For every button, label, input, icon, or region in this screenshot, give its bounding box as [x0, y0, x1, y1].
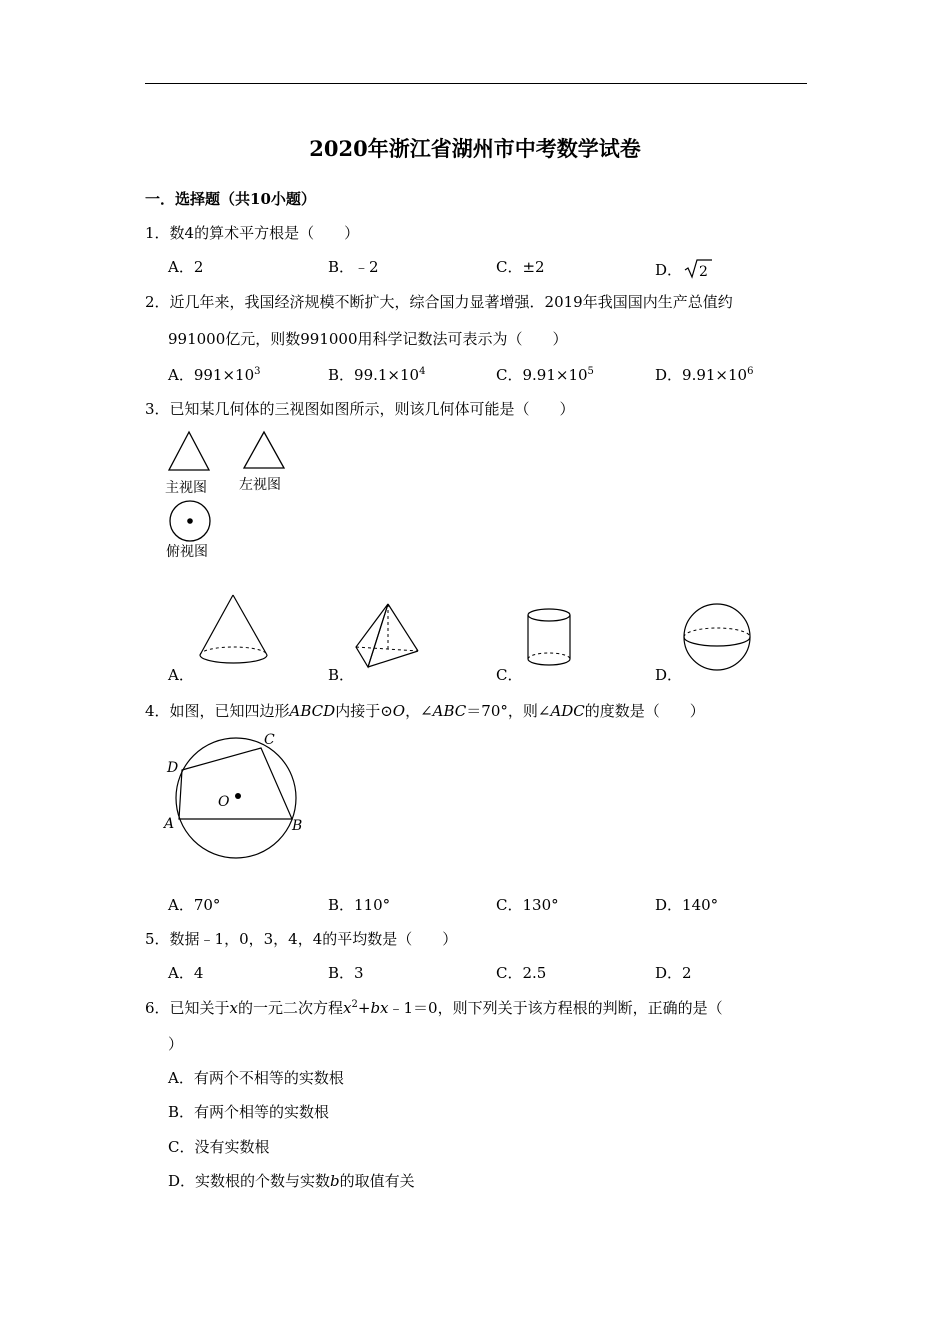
q2-option-b-base: B．99.1×10 — [328, 366, 420, 384]
q4-angle-abc: ABC — [432, 702, 467, 720]
q2-option-c-exp: 5 — [587, 366, 594, 377]
q6-exponent: 2 — [351, 999, 358, 1010]
q6-var-b: b — [330, 1172, 340, 1190]
question-6-stem-line1 — [145, 999, 723, 1017]
top-view-label: 俯视图 — [166, 544, 208, 560]
q6-stem-part: 6．已知关于 — [145, 999, 230, 1017]
section-heading: 一．选择题（共10小题） — [145, 190, 316, 208]
q6-var-x: x — [343, 999, 352, 1017]
question-2-stem-line2: 991000亿元，则数991000用科学记数法可表示为（ ） — [168, 330, 568, 348]
q4-angle-adc: ADC — [550, 702, 585, 720]
q6-stem-part: ﹣1＝0，则下列关于该方程根的判断，正确的是（ — [388, 999, 723, 1017]
q5-option-b: B．3 — [328, 964, 364, 982]
page-title: 2020年浙江省湖州市中考数学试卷 — [309, 136, 641, 161]
q6-option-d-part: D．实数根的个数与实数 — [168, 1172, 331, 1190]
q6-option-d-part: 的取值有关 — [339, 1172, 415, 1190]
quadrilateral-abcd — [179, 748, 292, 819]
center-point — [235, 793, 241, 799]
q2-option-d-base: D．9.91×10 — [655, 366, 748, 384]
q3-option-b: B． — [328, 666, 355, 684]
q6-option-a: A．有两个不相等的实数根 — [168, 1069, 344, 1087]
q4-option-c: C．130° — [496, 896, 559, 914]
cone-figure — [195, 590, 275, 670]
q2-option-d-exp: 6 — [747, 366, 754, 377]
q6-stem-part: 的一元二次方程 — [238, 999, 344, 1017]
point-a-label: A — [164, 816, 175, 832]
point-o-label: O — [218, 794, 230, 810]
question-3-stem: 3．已知某几何体的三视图如图所示，则该几何体可能是（ ） — [145, 400, 575, 418]
q3-option-d: D． — [655, 666, 683, 684]
q4-stem-part: 内接于⊙ — [335, 702, 393, 720]
sqrt-symbol-icon — [682, 258, 712, 280]
left-view-triangle — [244, 432, 284, 468]
q6-option-b: B．有两个相等的实数根 — [168, 1103, 330, 1121]
q2-option-b — [328, 366, 425, 384]
q4-option-a: A．70° — [168, 896, 221, 914]
q2-option-b-exp: 4 — [419, 366, 426, 377]
q2-option-c-base: C．9.91×10 — [496, 366, 588, 384]
question-6-stem-line2: ） — [168, 1035, 184, 1053]
front-view-triangle — [169, 432, 209, 470]
three-views-figure — [160, 425, 300, 565]
q5-option-d: D．2 — [655, 964, 692, 982]
cylinder-figure — [523, 605, 579, 669]
q6-option-d — [168, 1172, 415, 1190]
q4-stem-part: 4．如图，已知四边形 — [145, 702, 290, 720]
q2-option-a-base: A．991×10 — [168, 366, 255, 384]
front-view-label: 主视图 — [165, 480, 207, 496]
q3-option-a: A． — [168, 666, 194, 684]
q2-option-a — [168, 366, 261, 384]
q1-option-c: C．±2 — [496, 258, 545, 276]
q4-option-d: D．140° — [655, 896, 719, 914]
pyramid-figure — [350, 600, 430, 672]
sqrt-radicand: 2 — [699, 264, 708, 280]
question-2-stem-line1: 2．近几年来，我国经济规模不断扩大，综合国力显著增强．2019年我国国内生产总值约 — [145, 293, 733, 311]
q4-option-b: B．110° — [328, 896, 391, 914]
inscribed-quadrilateral-figure — [160, 728, 320, 862]
top-view-center-dot — [187, 518, 193, 524]
q4-stem-part: ＝70°，则∠ — [466, 702, 551, 720]
q2-option-d — [655, 366, 753, 384]
sphere-figure — [680, 600, 756, 676]
q4-stem-part: 的度数是（ ） — [584, 702, 705, 720]
q4-circle-name: O — [392, 702, 406, 720]
point-c-label: C — [264, 732, 275, 748]
question-5-stem: 5．数据﹣1，0，3，4，4的平均数是（ ） — [145, 930, 458, 948]
q4-stem-part: ，∠ — [405, 702, 433, 720]
q2-option-c — [496, 366, 594, 384]
q6-option-c: C．没有实数根 — [168, 1138, 270, 1156]
q4-quad-name: ABCD — [289, 702, 336, 720]
point-d-label: D — [167, 760, 179, 776]
q6-plus: + — [357, 999, 371, 1017]
q6-term-bx: bx — [370, 999, 389, 1017]
q1-option-d-label: D． — [655, 261, 683, 279]
q5-option-c: C．2.5 — [496, 964, 547, 982]
question-4-stem — [145, 702, 705, 720]
left-view-label: 左视图 — [239, 477, 281, 493]
point-b-label: B — [292, 818, 303, 834]
q5-option-a: A．4 — [168, 964, 204, 982]
question-1-stem: 1．数4的算术平方根是（ ） — [145, 224, 360, 242]
q1-option-b: B．﹣2 — [328, 258, 379, 276]
header-rule — [145, 83, 807, 84]
q3-option-c: C． — [496, 666, 523, 684]
q1-option-a: A．2 — [168, 258, 204, 276]
q6-var-x: x — [229, 999, 239, 1017]
q2-option-a-exp: 3 — [254, 366, 261, 377]
q1-option-d — [655, 258, 712, 280]
